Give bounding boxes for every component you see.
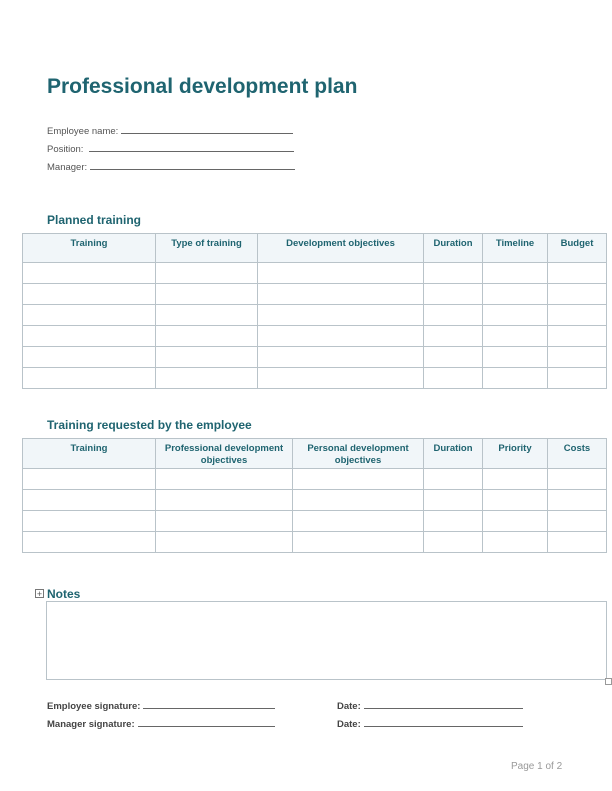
table-cell[interactable] — [156, 511, 293, 532]
resize-handle-icon[interactable] — [605, 678, 612, 685]
table-cell[interactable] — [483, 511, 548, 532]
employee-name-row — [47, 124, 293, 137]
table-row — [23, 284, 607, 305]
table-cell[interactable] — [548, 511, 607, 532]
table-cell[interactable] — [483, 368, 548, 389]
table-cell[interactable] — [23, 263, 156, 284]
table-cell[interactable] — [293, 469, 424, 490]
table-cell[interactable] — [23, 347, 156, 368]
table-header-row — [23, 439, 607, 469]
manager-signature-field[interactable] — [138, 717, 275, 727]
column-header: Type of training — [156, 234, 258, 263]
table-row — [23, 490, 607, 511]
table-cell[interactable] — [258, 284, 424, 305]
table-cell[interactable] — [258, 326, 424, 347]
position-row — [47, 142, 294, 155]
employee-signature-row — [47, 699, 275, 712]
table-cell[interactable] — [258, 263, 424, 284]
table-cell[interactable] — [548, 347, 607, 368]
column-header: Timeline — [483, 234, 548, 263]
table-cell[interactable] — [548, 326, 607, 347]
employee-date-field[interactable] — [364, 699, 523, 709]
column-header: Personal development objectives — [293, 439, 424, 469]
table-cell[interactable] — [258, 305, 424, 326]
table-cell[interactable] — [424, 263, 483, 284]
table-row — [23, 368, 607, 389]
manager-signature-label: Manager signature: — [47, 719, 135, 730]
table-cell[interactable] — [424, 305, 483, 326]
manager-date-row — [337, 717, 523, 730]
table-cell[interactable] — [548, 284, 607, 305]
table-cell[interactable] — [23, 490, 156, 511]
table-cell[interactable] — [156, 284, 258, 305]
table-cell[interactable] — [23, 511, 156, 532]
table-cell[interactable] — [156, 347, 258, 368]
column-header: Duration — [424, 439, 483, 469]
table-cell[interactable] — [548, 469, 607, 490]
table-cell[interactable] — [483, 263, 548, 284]
table-cell[interactable] — [156, 490, 293, 511]
employee-date-row — [337, 699, 523, 712]
table-cell[interactable] — [23, 305, 156, 326]
table-row — [23, 532, 607, 553]
table-header-row — [23, 234, 607, 263]
manager-signature-row — [47, 717, 275, 730]
date-label: Date: — [337, 701, 361, 712]
table-cell[interactable] — [424, 490, 483, 511]
position-label: Position: — [47, 144, 84, 155]
table-cell[interactable] — [483, 490, 548, 511]
table-row — [23, 305, 607, 326]
table-cell[interactable] — [424, 368, 483, 389]
table-cell[interactable] — [483, 469, 548, 490]
manager-label: Manager: — [47, 162, 88, 173]
table-cell[interactable] — [23, 368, 156, 389]
table-row — [23, 469, 607, 490]
table-cell[interactable] — [424, 532, 483, 553]
table-cell[interactable] — [293, 532, 424, 553]
table-row — [23, 347, 607, 368]
manager-row — [47, 160, 295, 173]
table-cell[interactable] — [424, 326, 483, 347]
page-indicator: Page 1 of 2 — [511, 761, 563, 772]
table-cell[interactable] — [548, 368, 607, 389]
table-cell[interactable] — [548, 263, 607, 284]
column-header: Training — [23, 234, 156, 263]
column-header: Development objectives — [258, 234, 424, 263]
column-header: Priority — [483, 439, 548, 469]
table-cell[interactable] — [156, 532, 293, 553]
table-move-handle-icon[interactable]: + — [36, 589, 43, 599]
table-cell[interactable] — [424, 284, 483, 305]
table-row — [23, 263, 607, 284]
table-row — [23, 326, 607, 347]
employee-name-field[interactable] — [121, 124, 293, 134]
table-cell[interactable] — [293, 490, 424, 511]
table-cell[interactable] — [483, 347, 548, 368]
table-row — [23, 511, 607, 532]
table-cell[interactable] — [483, 305, 548, 326]
manager-field[interactable] — [90, 160, 295, 170]
table-cell[interactable] — [424, 511, 483, 532]
requested-training-table — [22, 438, 607, 553]
table-cell[interactable] — [156, 368, 258, 389]
employee-signature-label: Employee signature: — [47, 701, 141, 712]
column-header: Duration — [424, 234, 483, 263]
notes-box[interactable] — [46, 601, 607, 680]
planned-training-table — [22, 233, 607, 389]
column-header: Budget — [548, 234, 607, 263]
table-cell[interactable] — [156, 305, 258, 326]
table-cell[interactable] — [483, 532, 548, 553]
table-cell[interactable] — [293, 511, 424, 532]
page-title: Professional development plan — [47, 75, 358, 98]
manager-date-field[interactable] — [364, 717, 523, 727]
table-cell[interactable] — [424, 347, 483, 368]
date-label: Date: — [337, 719, 361, 730]
table-cell[interactable] — [483, 326, 548, 347]
table-cell[interactable] — [548, 532, 607, 553]
employee-signature-field[interactable] — [143, 699, 275, 709]
table-cell[interactable] — [23, 326, 156, 347]
table-cell[interactable] — [156, 326, 258, 347]
table-cell[interactable] — [258, 347, 424, 368]
column-header: Training — [23, 439, 156, 469]
table-cell[interactable] — [23, 532, 156, 553]
planned-training-heading: Planned training — [47, 213, 142, 227]
table-cell[interactable] — [258, 368, 424, 389]
table-cell[interactable] — [156, 469, 293, 490]
notes-heading: Notes — [47, 587, 81, 601]
column-header: Costs — [548, 439, 607, 469]
table-cell[interactable] — [23, 284, 156, 305]
table-cell[interactable] — [424, 469, 483, 490]
table-cell[interactable] — [548, 305, 607, 326]
table-cell[interactable] — [156, 263, 258, 284]
employee-name-label: Employee name: — [47, 126, 119, 137]
table-cell[interactable] — [23, 469, 156, 490]
column-header: Professional development objectives — [156, 439, 293, 469]
requested-training-heading: Training requested by the employee — [47, 418, 252, 432]
table-cell[interactable] — [483, 284, 548, 305]
position-field[interactable] — [89, 142, 294, 152]
table-cell[interactable] — [548, 490, 607, 511]
